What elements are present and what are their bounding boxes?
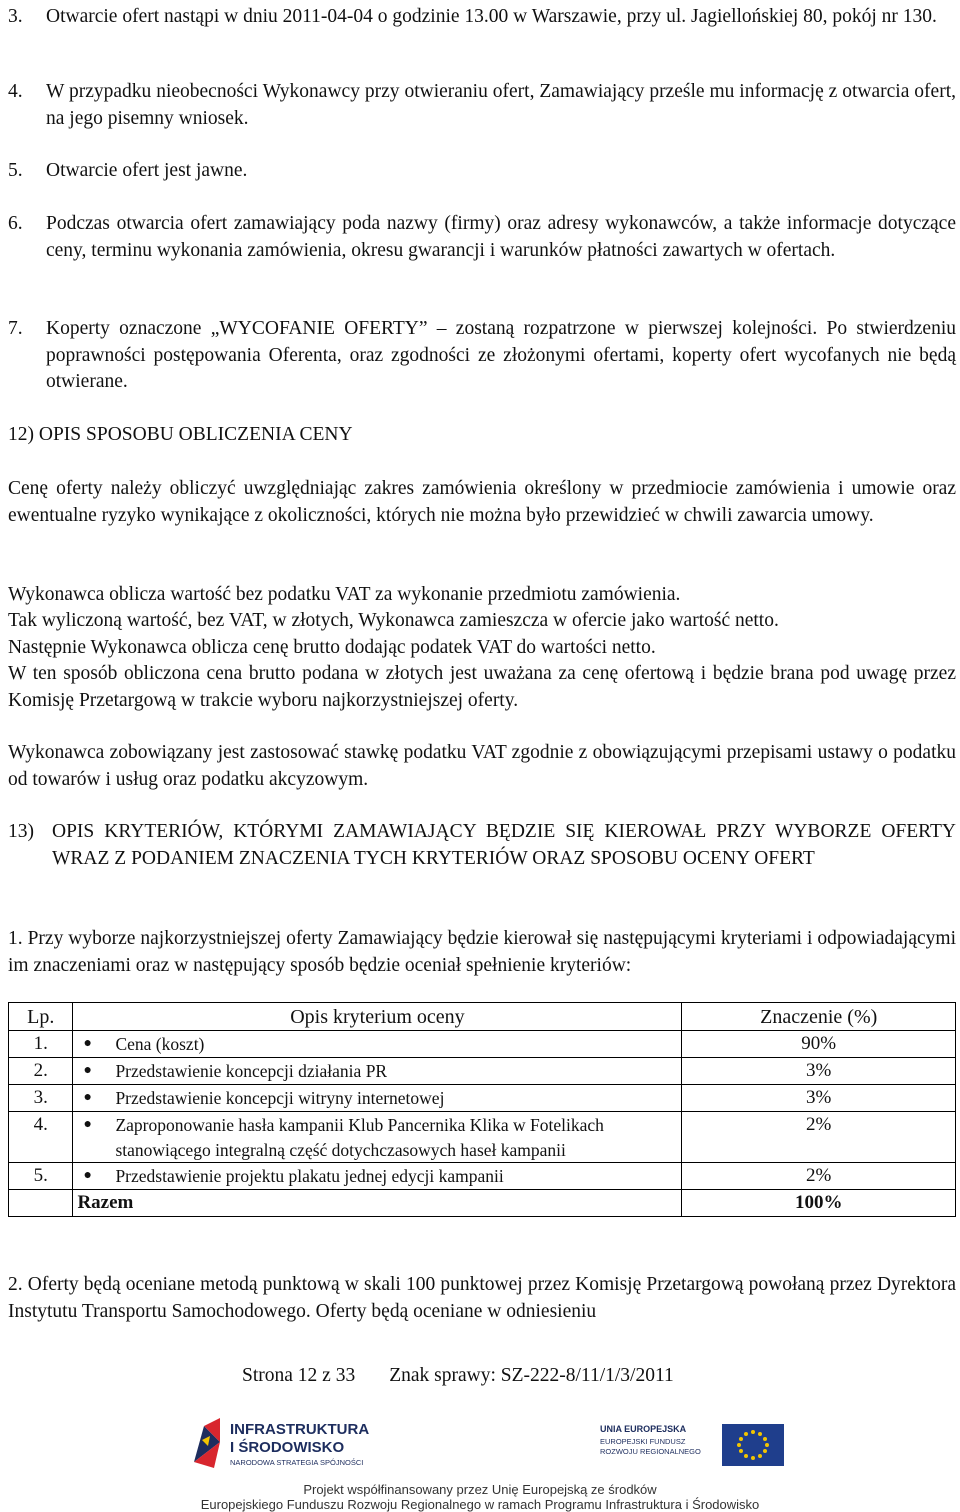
bullet-icon: ● bbox=[83, 1036, 92, 1051]
section-12-line-c: Następnie Wykonawca oblicza cenę brutto dodając podatek VAT do wartości netto. bbox=[8, 637, 656, 658]
section-title: OPIS KRYTERIÓW, KTÓRYMI ZAMAWIAJĄCY BĘDZIE SIĘ KIEROWAŁ PRZY WYBORZE OFERTY WRAZ Z PODANIEM ZNACZENIA TYCH KRYTERIÓW ORAZ SPOSOBU OCENY OFERT bbox=[52, 821, 956, 869]
section-12-line-b: Tak wyliczoną wartość, bez VAT, w złotych, Wykonawca zamieszcza w ofercie jako wartość netto. bbox=[8, 610, 779, 631]
svg-text:I ŚRODOWISKO: I ŚRODOWISKO bbox=[230, 1439, 345, 1456]
section-12-line-d: W ten sposób obliczona cena brutto podana w złotych jest uważana za cenę ofertową i będzie brana pod uwagę przez Komisję Przetargową w trakcie wyboru najkorzystniejszej oferty. bbox=[8, 663, 956, 711]
item-number: 5. bbox=[8, 160, 23, 181]
item-text: Podczas otwarcia ofert zamawiający poda nazwy (firmy) oraz adresy wykonawców, a także informacje dotyczące ceny, terminu wykonania zamówienia, okresu gwarancji i warunków płatności zawartych w ofertach. bbox=[46, 213, 956, 261]
case-number: Znak sprawy: SZ-222-8/11/1/3/2011 bbox=[389, 1365, 674, 1386]
cofinancing-line-2: Europejskiego Funduszu Rozwoju Regionalnego w ramach Programu Infrastruktura i Środowisko bbox=[200, 1497, 760, 1512]
list-item-5 bbox=[8, 158, 956, 185]
bullet-icon: ● bbox=[83, 1168, 92, 1183]
section-12-paragraph-3: Wykonawca zobowiązany jest zastosować stawkę podatku VAT zgodnie z obowiązującymi przepisami ustawy o podatku od towarów i usług oraz podatku akcyzowym. bbox=[8, 742, 956, 790]
section-13-paragraph-2: 2. Oferty będą oceniane metodą punktową w skali 100 punktowej przez Komisję Przetargową powołaną przez Dyrektora Instytutu Transportu Samochodowego. Oferty będą oceniane w odniesieniu bbox=[8, 1274, 956, 1322]
total-value: 100% bbox=[682, 1190, 956, 1217]
list-item-7 bbox=[8, 316, 956, 396]
item-number: 3. bbox=[8, 6, 23, 27]
item-text: Koperty oznaczone „WYCOFANIE OFERTY” – zostaną rozpatrzone w pierwszej kolejności. Po stwierdzeniu poprawności postępowania Oferenta, oraz zgodności ze złożonymi ofertami, koperty ofert wycofanych nie będą otwierane. bbox=[46, 318, 956, 392]
eu-flag-icon bbox=[590, 1420, 800, 1470]
row-lp: 1. bbox=[9, 1031, 73, 1058]
section-12-line-a: Wykonawca oblicza wartość bez podatku VAT za wykonanie przedmiotu zamówienia. bbox=[8, 584, 681, 605]
row-lp: 4. bbox=[9, 1112, 73, 1163]
infrastruktura-logo-icon bbox=[190, 1412, 410, 1472]
item-text: W przypadku nieobecności Wykonawcy przy otwieraniu ofert, Zamawiający prześle mu informację z otwarcia ofert, na jego pisemny wniosek. bbox=[46, 81, 956, 129]
header-lp: Lp. bbox=[9, 1003, 73, 1031]
total-label: Razem bbox=[73, 1190, 682, 1217]
item-text: Otwarcie ofert jest jawne. bbox=[46, 160, 248, 181]
header-weight: Znaczenie (%) bbox=[682, 1003, 956, 1031]
criteria-table bbox=[8, 1002, 956, 1217]
section-number: 13) bbox=[8, 821, 34, 842]
row-lp: 3. bbox=[9, 1085, 73, 1112]
table-total-row bbox=[9, 1190, 956, 1217]
list-item-4 bbox=[8, 79, 956, 132]
table-row bbox=[9, 1112, 956, 1163]
row-description: Przedstawienie koncepcji witryny internetowej bbox=[115, 1088, 445, 1108]
list-item-3 bbox=[8, 4, 956, 31]
svg-text:ROZWOJU REGIONALNEGO: ROZWOJU REGIONALNEGO bbox=[600, 1447, 701, 1456]
eu-logo bbox=[590, 1420, 800, 1470]
row-weight: 2% bbox=[682, 1112, 956, 1163]
row-description: Zaproponowanie hasła kampanii Klub Pancernika Klika w Fotelikach stanowiącego integralną część dotychczasowych haseł kampanii bbox=[115, 1115, 604, 1160]
row-description: Przedstawienie koncepcji działania PR bbox=[115, 1061, 388, 1081]
table-row bbox=[9, 1085, 956, 1112]
table-row bbox=[9, 1163, 956, 1190]
cofinancing-note bbox=[200, 1482, 760, 1512]
item-number: 4. bbox=[8, 81, 23, 102]
svg-text:EUROPEJSKI FUNDUSZ: EUROPEJSKI FUNDUSZ bbox=[600, 1437, 686, 1446]
logo-left-title: INFRASTRUKTURA bbox=[230, 1421, 370, 1438]
table-row bbox=[9, 1058, 956, 1085]
header-description: Opis kryterium oceny bbox=[73, 1003, 682, 1031]
section-13-heading bbox=[8, 819, 956, 872]
item-text: Otwarcie ofert nastąpi w dniu 2011-04-04 o godzinie 13.00 w Warszawie, przy ul. Jagiellońskiej 80, pokój nr 130. bbox=[46, 6, 937, 27]
row-weight: 90% bbox=[682, 1031, 956, 1058]
section-13-paragraph-1: 1. Przy wyborze najkorzystniejszej oferty Zamawiający będzie kierował się następującymi kryteriami i odpowiadającymi im znaczeniami oraz w następujący sposób będzie oceniał spełnienie kryteriów: bbox=[8, 928, 956, 976]
row-lp: 5. bbox=[9, 1163, 73, 1190]
row-weight: 3% bbox=[682, 1085, 956, 1112]
svg-text:UNIA EUROPEJSKA: UNIA EUROPEJSKA bbox=[600, 1424, 687, 1434]
infrastruktura-logo bbox=[190, 1412, 410, 1472]
row-weight: 3% bbox=[682, 1058, 956, 1085]
item-number: 6. bbox=[8, 213, 23, 234]
cofinancing-line-1: Projekt współfinansowany przez Unię Europejską ze środków bbox=[303, 1482, 657, 1497]
page-footer bbox=[242, 1363, 674, 1390]
row-description: Cena (koszt) bbox=[115, 1034, 205, 1054]
bullet-icon: ● bbox=[83, 1117, 92, 1132]
table-row bbox=[9, 1031, 956, 1058]
bullet-icon: ● bbox=[83, 1063, 92, 1078]
table-header-row bbox=[9, 1003, 956, 1031]
list-item-6 bbox=[8, 211, 956, 264]
row-weight: 2% bbox=[682, 1163, 956, 1190]
section-12-heading: 12) OPIS SPOSOBU OBLICZENIA CENY bbox=[8, 424, 353, 445]
row-lp: 2. bbox=[9, 1058, 73, 1085]
row-description: Przedstawienie projektu plakatu jednej edycji kampanii bbox=[115, 1166, 504, 1186]
bullet-icon: ● bbox=[83, 1090, 92, 1105]
section-12-paragraph-1: Cenę oferty należy obliczyć uwzględniając zakres zamówienia określony w przedmiocie zamówienia i umowie oraz ewentualne ryzyko wynikające z okoliczności, których nie można było przewidzieć w chwili zawarcia umowy. bbox=[8, 478, 956, 526]
item-number: 7. bbox=[8, 318, 23, 339]
page-number: Strona 12 z 33 bbox=[242, 1365, 356, 1386]
svg-text:NARODOWA STRATEGIA SPÓJNOŚCI: NARODOWA STRATEGIA SPÓJNOŚCI bbox=[230, 1458, 364, 1467]
